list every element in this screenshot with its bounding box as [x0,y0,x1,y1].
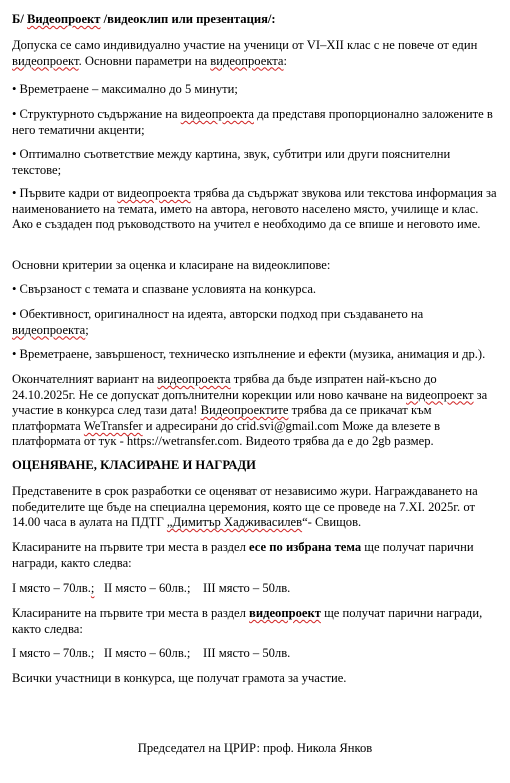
bullet-duration: • Времетраене – максимално до 5 минути; [12,82,238,96]
bullet-first-frames [12,186,498,233]
final-text: трябва да се прикачат към платформата [12,403,432,433]
awards-word: „Димитър Хадживасилев [166,515,303,530]
section-prefix: Б/ [12,12,27,26]
essay-prize-line [12,581,498,597]
bullet-text: да представя пропорционално заложените в него тематични акценти; [12,107,493,137]
prizes-text: ще получат парични награди, както следва: [12,606,483,636]
final-text: трябва да бъде изпратен най-късно до 24.10.2025г. Не се допускат допълнителни корекции или ново качване на [12,372,437,402]
video-prizes [12,606,498,637]
section-b-title [12,12,498,28]
intro-text: : [283,53,288,68]
criteria-technical: • Времетраене, завършеност, техническо изпълнение и ефекти (музика, анимация и др.). [12,347,486,361]
bullet-text: • Структурното съдържание на [12,107,181,121]
intro-text: Допуска се само индивидуално участие на ученици от VI–XII клас с не повече от един [12,38,478,52]
final-version-paragraph [12,372,498,450]
bullet-text: • Първите кадри от [12,186,118,200]
awards-text: “- Свищов. [302,515,362,530]
prizes-text: ще получат парични награди, както следва: [12,540,474,570]
bullet-text: трябва да съдържат звукова или текстова информация за наименованието на темата, името на автора, неговото населено място, училище и клас. Ако е създаден под ръководството на учител е необходимо да се впише и неговото име. [12,186,497,232]
final-word: видеопроекта [157,372,231,386]
section-title-rest: /видеоклип или презентация/: [100,12,276,26]
prizes-text: Класираните на първите три места в раздел [12,606,250,620]
intro-word: видеопроект [12,53,79,68]
final-text: и адресирани до crid.svi@gmail.com Може да влезете в платформата от тук - https://wetransfer.com. Видеото трябва да е до 2gb размер. [12,418,441,449]
final-text: Окончателният вариант на [12,372,158,386]
section-title-word: Видеопроект [26,12,101,26]
prize-separator: ; [90,581,95,595]
intro-word: видеопроекта [210,53,284,68]
criteria-word: видеопроекта [12,322,86,337]
bullet-structure [12,107,498,138]
criteria-objectivity [12,307,498,338]
criteria-relevance: • Свързаност с темата и спазване условията на конкурса. [12,282,317,296]
essay-prizes [12,540,498,571]
prize-third: III място – 50лв. [190,581,291,595]
final-word: видеопроект [406,387,474,402]
final-word: Видеопроектите [200,403,289,418]
prizes-text: Класираните на първите три места в раздел [12,540,250,554]
awards-intro [12,484,498,531]
criteria-text: • Обективност, оригиналност на идеята, авторски подход при създаването на [12,307,424,321]
bullet-balance: • Оптимално съответствие между картина, звук, субтитри или други пояснителни текстове; [12,147,451,177]
bullet-word: видеопроекта [180,107,254,121]
prize-first: I място – 70лв. [12,581,91,595]
final-word: WeTransfer [83,418,143,433]
intro-text: . Основни параметри на [78,53,211,68]
prizes-bold: есе по избрана тема [249,540,362,554]
final-text: за участие в конкурса след тази дата! [12,387,488,418]
awards-heading: ОЦЕНЯВАНЕ, КЛАСИРАНЕ И НАГРАДИ [12,458,256,472]
signature-line: Председател на ЦРИР: проф. Никола Янков [137,741,373,755]
bullet-word: видеопроекта [117,186,191,200]
video-prize-line: I място – 70лв.; II място – 60лв.; III място – 50лв. [12,646,291,660]
prize-second: II място – 60лв.; [94,581,191,595]
criteria-text: ; [85,322,89,337]
intro-paragraph [12,38,498,69]
awards-text: Представените в срок разработки се оценяват от независимо жури. Награждаването на победителите ще бъде на специална церемония, която ще се проведе на 7.XI. 2025г. от 14.00 часа в аулата на ПДТГ [12,484,478,530]
criteria-title: Основни критерии за оценка и класиране на видеоклипове: [12,258,331,272]
all-participants: Всички участници в конкурса, ще получат грамота за участие. [12,671,347,685]
prizes-bold: видеопроект [249,606,321,620]
